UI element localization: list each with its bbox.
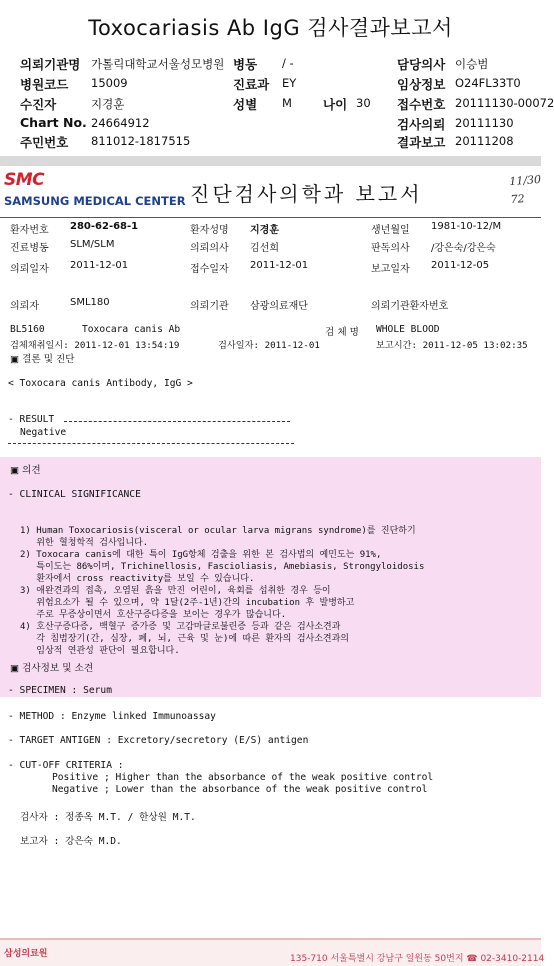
sig-line: 주로 무증상이면서 호산구증다증을 보이는 경우가 많습니다.: [20, 610, 287, 620]
info-value: /강은숙/강은숙: [431, 243, 496, 254]
header-value: EY: [282, 76, 297, 90]
center-name: SAMSUNG MEDICAL CENTER: [4, 194, 186, 208]
result-section-heading: ▣ 결론 및 진단: [10, 354, 75, 365]
info-value: SML180: [70, 297, 110, 308]
header-label: 의뢰기관명: [20, 57, 81, 72]
header-label: Chart No.: [20, 115, 87, 130]
specimen-label: 검 체 명: [325, 327, 359, 338]
sig-line: 2) Toxocara canis에 대한 특이 IgG항체 검출을 위한 본 검사법의 예민도는 91%,: [20, 550, 382, 560]
info-label: 판독의사: [371, 243, 410, 254]
result-label: - RESULT: [8, 414, 55, 425]
sig-line: 1) Human Toxocariosis(visceral or ocular larva migrans syndrome)를 진단하기: [20, 526, 416, 536]
header-label: 진료과: [233, 77, 270, 92]
header-value: M: [282, 96, 292, 110]
info-value: SLM/SLM: [70, 239, 115, 250]
header-value: / -: [282, 56, 294, 70]
reporter-line: 보고자 : 강은숙 M.D.: [20, 836, 122, 847]
smc-logo: SMC: [4, 170, 45, 190]
clinical-significance-heading: - CLINICAL SIGNIFICANCE: [8, 489, 141, 500]
test-info-heading: ▣ 검사정보 및 소견: [10, 663, 94, 674]
info-value: 2011-12-01: [250, 260, 309, 271]
header-value: 20111208: [455, 134, 514, 148]
header-label: 성별: [233, 97, 258, 112]
cutoff-heading: - CUT-OFF CRITERIA :: [8, 760, 124, 771]
antigen-line: - TARGET ANTIGEN : Excretory/secretory (E/S) antigen: [8, 735, 309, 746]
footer-address: 135-710 서울특별시 강남구 일원동 50번지 ☎ 02-3410-2114: [290, 954, 545, 964]
header-value: 20111130-00072: [455, 96, 554, 110]
lab-report-title: 진단검사의학과 보고서: [190, 182, 423, 206]
info-value: 삼광의료재단: [250, 301, 308, 312]
info-value: 2011-12-05: [431, 260, 490, 271]
sig-line: 위험요소가 될 수 있으며, 약 1달(2주-1년)간의 incubation 후 발병하고: [20, 598, 355, 608]
sig-line: 환자에서 cross reactivity를 보일 수 있습니다.: [20, 574, 255, 584]
age-label: 나이: [323, 97, 348, 112]
test-date: 검사일자: 2011-12-01: [218, 340, 320, 351]
header-value: O24FL33T0: [455, 76, 521, 90]
specimen-line: - SPECIMEN : Serum: [8, 685, 112, 696]
handwritten-note-line: 72: [510, 192, 526, 207]
header-label: 주민번호: [20, 135, 69, 150]
antibody-line: < Toxocara canis Antibody, IgG >: [8, 378, 193, 389]
info-label: 의뢰일자: [10, 264, 49, 275]
specimen-value: WHOLE BLOOD: [376, 324, 440, 335]
header-label: 수진자: [20, 97, 57, 112]
opinion-section-heading: ▣ 의견: [10, 465, 41, 476]
report-title: Toxocariasis Ab IgG 검사결과보고서: [88, 16, 453, 40]
info-value: 김선희: [250, 243, 279, 254]
header-value: 15009: [91, 76, 128, 90]
info-label: 환자번호: [10, 225, 49, 236]
header-value: 이승범: [455, 57, 489, 71]
info-value: 280-62-68-1: [70, 221, 139, 232]
report-rule: [0, 217, 541, 218]
positive-criteria: Positive ; Higher than the absorbance of the weak positive control: [52, 772, 434, 783]
method-line: - METHOD : Enzyme linked Immunoassay: [8, 711, 216, 722]
report-time: 보고시간: 2011-12-05 13:02:35: [376, 340, 528, 351]
test-code: BL5160: [10, 324, 45, 335]
sig-line: 위한 혈청학적 검사입니다.: [20, 538, 149, 548]
header-label: 검사의뢰: [397, 117, 446, 132]
clinical-significance-text: [20, 513, 424, 669]
sig-line: 임상적 연관성 판단이 필요합니다.: [20, 646, 180, 656]
info-label: 의뢰기관: [190, 301, 229, 312]
info-label: 접수일자: [190, 264, 229, 275]
info-value: 1981-10-12/M: [431, 221, 502, 232]
dashed-rule: [64, 421, 290, 422]
header-label: 담당의사: [397, 57, 446, 72]
dashed-rule: [8, 443, 294, 444]
header-label: 임상정보: [397, 77, 446, 92]
tester-line: 검사자 : 정종옥 M.T. / 한상원 M.T.: [20, 812, 196, 823]
header-label: 결과보고: [397, 135, 446, 150]
header-value: 24664912: [91, 116, 150, 130]
info-label: 의뢰자: [10, 301, 39, 312]
header-value: 20111130: [455, 116, 514, 130]
header-value: 811012-1817515: [91, 134, 191, 148]
header-label: 병원코드: [20, 77, 69, 92]
sig-line: 4) 호산구증다증, 백혈구 증가증 및 고감마글로불린증 등과 같은 검사소견과: [20, 622, 341, 632]
info-value: 2011-12-01: [70, 260, 129, 271]
header-value: 가톨릭대학교서울성모병원: [91, 57, 225, 71]
info-label: 생년월일: [371, 225, 410, 236]
collect-time: 검체채취일시: 2011-12-01 13:54:19: [10, 340, 180, 351]
info-label: 의뢰기관환자번호: [371, 301, 449, 312]
info-label: 의뢰의사: [190, 243, 229, 254]
info-label: 진료병동: [10, 243, 49, 254]
header-value: 지경훈: [91, 97, 125, 111]
sig-line: 3) 애완견과의 접촉, 오염된 흙을 만진 어린이, 육회를 섭취한 경우 등이: [20, 586, 331, 596]
age-value: 30: [356, 96, 371, 110]
sig-line: 특이도는 86%이며, Trichinellosis, Fascioliasis, Amebiasis, Strongyloidosis: [20, 562, 425, 572]
header-label: 접수번호: [397, 97, 446, 112]
handwritten-note: [509, 171, 543, 209]
header-label: 병동: [233, 57, 258, 72]
section-divider: [0, 156, 541, 166]
info-label: 환자성명: [190, 225, 229, 236]
sig-line: 각 침범장기(간, 심장, 폐, 뇌, 근육 및 눈)에 따른 환자의 검사소견과의: [20, 634, 349, 644]
handwritten-note-line: 11/30: [508, 172, 542, 189]
info-value: 지경훈: [250, 225, 279, 236]
test-name: Toxocara canis Ab: [82, 324, 181, 335]
footer-brand: 삼성의료원: [4, 949, 48, 959]
info-label: 보고일자: [371, 264, 410, 275]
negative-criteria: Negative ; Lower than the absorbance of the weak positive control: [52, 784, 428, 795]
result-value: Negative: [20, 427, 67, 438]
